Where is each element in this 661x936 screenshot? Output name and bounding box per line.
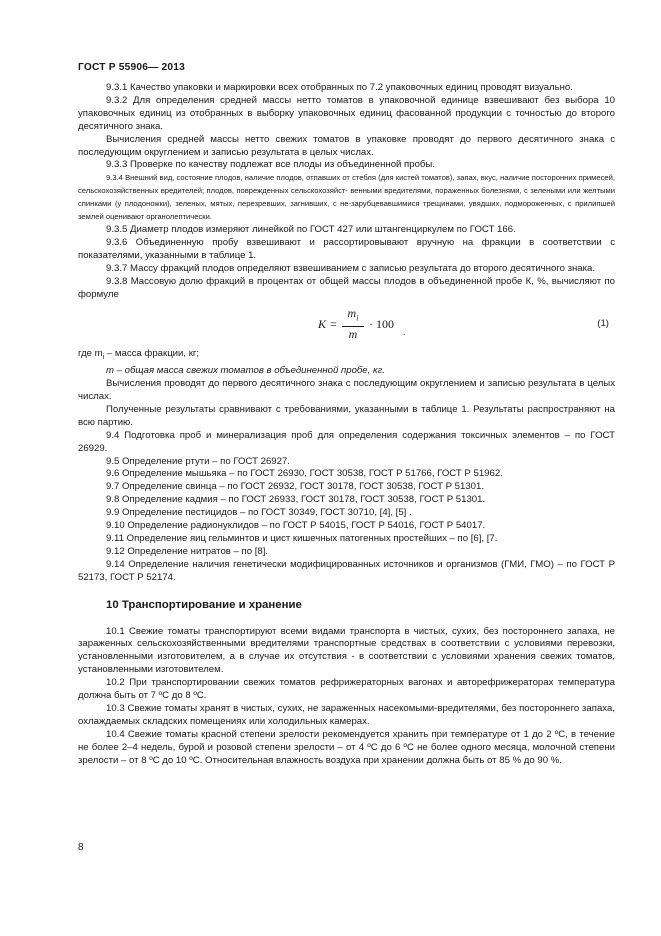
paragraph: 9.10 Определение радионуклидов – по ГОСТ Р 54015, ГОСТ Р 54016, ГОСТ Р 54017. — [106, 520, 486, 532]
formula-block — [78, 304, 615, 346]
formula-fraction — [342, 306, 364, 341]
formula-equals: = — [330, 317, 337, 332]
formula-number: (1) — [597, 318, 609, 330]
paragraph: 9.3.2 Для определения средней массы нетто томатов в упаковочной единице взвешивают без выбора 10 упаковочных единиц из отобранных в выборку упаковочных единиц фасованной продукции с точностью до второго десятичного знака. — [78, 94, 615, 132]
paragraph: Вычисления средней массы нетто свежих томатов в упаковке проводят до первого десятичного знака с последующим округлением и записью результата в целых числах. — [78, 133, 615, 158]
page-number: 8 — [78, 842, 84, 853]
paragraph: 9.5 Определение ртути – по ГОСТ 26927. — [106, 455, 290, 467]
paragraph: 9.3.1 Качество упаковки и маркировки всех отобранных по 7.2 упаковочных единиц проводят визуально. — [106, 82, 573, 93]
paragraph: 9.8 Определение кадмия – по ГОСТ 26933, ГОСТ 30178, ГОСТ 30538, ГОСТ Р 51301. — [106, 494, 486, 506]
paragraph: 9.3.8 Массовую долю фракций в процентах от общей массы плодов в объединенной пробе К, %, вычисляют по формуле — [78, 275, 615, 300]
paragraph-small: 9.3.4 Внешний вид, состояние плодов, наличие плодов, отпавших от стебля (для кистей томатов), запах, вкус, наличие посторонних примесей, сельскохозяйственных вредителей; плодов, поврежденных сельскохозяйст- венными вредителями, пораженных болезнями, с зелеными или желтыми спинками (у плодоножки), зеленых, мятых, перезревших, загнивших, с не-зарубцевавшимися трещинами, увядших, подмороженных, с прилипшей землей оценивают органолептически. — [78, 173, 615, 222]
paragraph: 9.11 Определение яиц гельминтов и цист кишечных патогенных простейших – по [6], [7. — [106, 533, 498, 544]
paragraph: 9.9 Определение пестицидов – по ГОСТ 30349, ГОСТ 30710, [4], [5] . — [106, 507, 412, 519]
formula-multiplier: · 100 — [369, 317, 394, 332]
paragraph: 9.3.5 Диаметр плодов измеряют линейкой по ГОСТ 427 или штангенциркулем по ГОСТ 166. — [106, 223, 516, 235]
paragraph: 9.3.3 Проверке по качеству подлежат все плоды из объединенной пробы. — [106, 159, 435, 171]
paragraph: 10.3 Свежие томаты хранят в чистых, сухих, не зараженных насекомыми-вредителями, без постороннего запаха, охлаждаемых складских помещениях или холодильных камерах. — [78, 702, 615, 727]
paragraph: 10.2 При транспортировании свежих томатов рефрижераторных вагонах и авторефрижераторах температура должна быть от 7 ºС до 8 ºС. — [78, 677, 615, 702]
paragraph: 9.4 Подготовка проб и минерализация проб для определения содержания токсичных элементов – по ГОСТ 26929. — [78, 429, 615, 454]
paragraph: 9.7 Определение свинца – по ГОСТ 26932, ГОСТ 30178, ГОСТ 30538, ГОСТ Р 51301. — [106, 481, 485, 493]
legend-line: m – общая масса свежих томатов в объединенной пробе, кг. — [106, 365, 385, 377]
formula-lhs: K — [318, 317, 327, 332]
paragraph: Полученные результаты сравнивают с требованиями, указанными в таблице 1. Результаты распространяют на всю партию. — [78, 403, 615, 428]
paragraph: 9.6 Определение мышьяка – по ГОСТ 26930, ГОСТ 30538, ГОСТ Р 51766, ГОСТ Р 51962. — [106, 468, 503, 480]
section-title: 10 Транспортирование и хранение — [106, 598, 302, 611]
paragraph: 10.1 Свежие томаты транспортируют всеми видами транспорта в чистых, сухих, без постороннего запаха, не зараженных сельскохозяйственными вредителями транспортные средствах в соответствии с условиями перевозки, установленными изготовителем, а в случае их отсутствия - в соответствии с условиями хранения свежих томатов, установленными изготовителем. — [78, 625, 615, 676]
paragraph: 9.3.7 Массу фракций плодов определяют взвешиванием с записью результата до второго десятичного знака. — [106, 262, 596, 274]
legend-line: где $m_i$ – масса фракции, кг; — [78, 348, 200, 362]
paragraph: 9.14 Определение наличия генетически модифицированных источников и организмов (ГМИ, ГМО) – по ГОСТ Р 52173, ГОСТ Р 52174. — [78, 558, 615, 583]
document-body — [78, 82, 615, 768]
formula-numerator: $m_i$ — [342, 306, 364, 326]
paragraph: Вычисления проводят до первого десятичного знака с последующим округлением и записью результата в целых числах. — [78, 378, 615, 403]
paragraph: 10.4 Свежие томаты красной степени зрелости рекомендуется хранить при температуре от 1 до 2 ºС, в течение не более 2–4 недель, бурой и розовой степени зрелости – от 4 ºС до 6 ºС не более одного месяца, молочной степени зрелости – от 8 ºС до 10 ºС. Относительная влажность воздуха при хранении должна быть от 85 % до 90 %. — [78, 728, 615, 766]
paragraph: 9.3.6 Объединенную пробу взвешивают и рассортировывают вручную на фракции в соответствии с показателями, указанными в таблице 1. — [78, 236, 615, 261]
document-header: ГОСТ Р 55906— 2013 — [78, 62, 185, 73]
paragraph: 9.12 Определение нитратов – по [8]. — [106, 545, 269, 557]
formula-denominator: m — [348, 326, 358, 341]
formula-end-dot: . — [403, 327, 406, 338]
